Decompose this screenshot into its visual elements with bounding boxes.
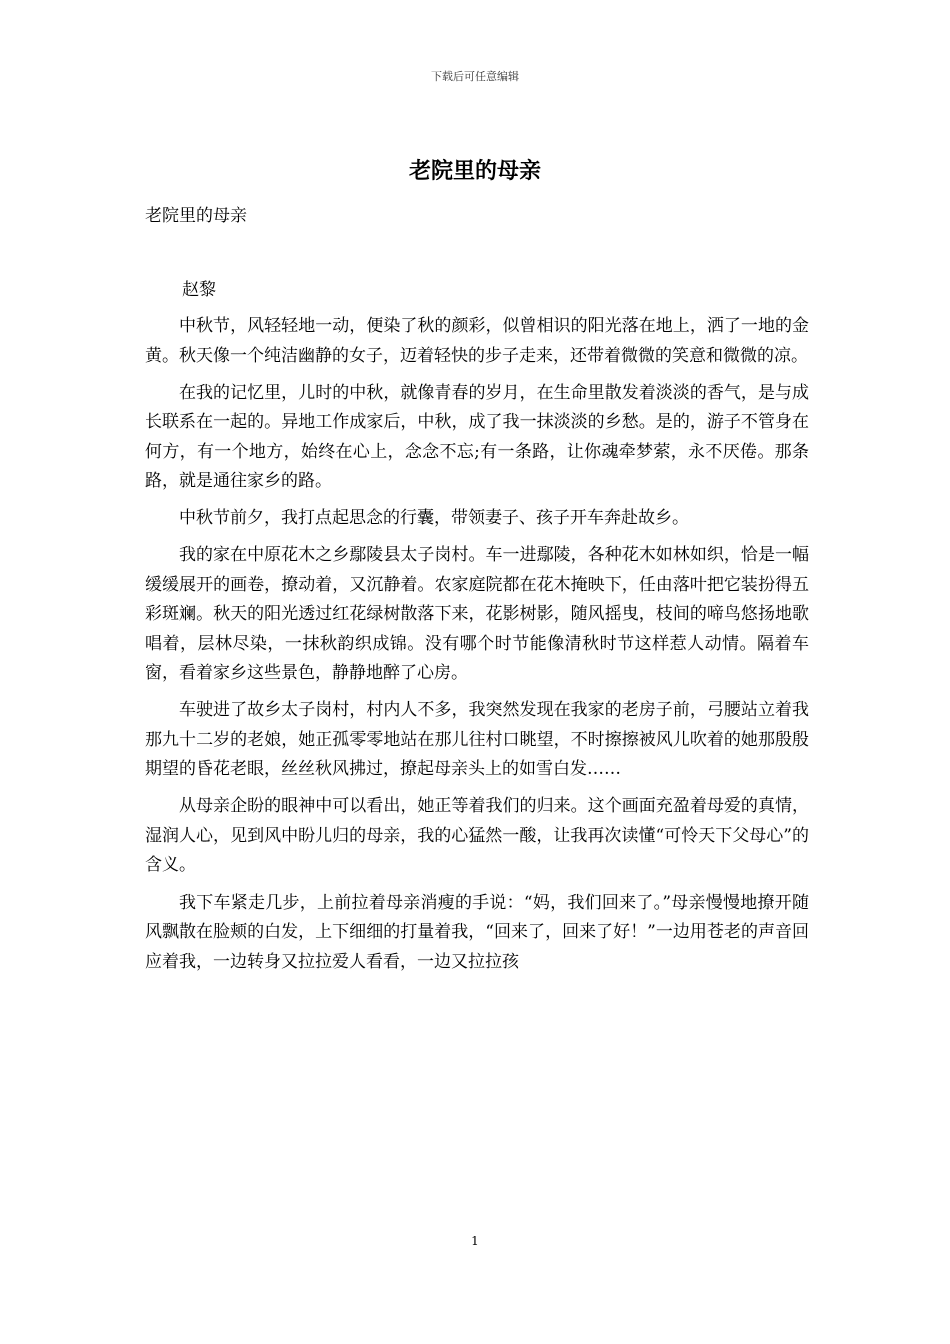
paragraph: 车驶进了故乡太子岗村，村内人不多，我突然发现在我家的老房子前，弓腰站立着我那九十二岁的老娘，她正孤零零地站在那儿往村口眺望，不时擦擦被风儿吹着的她那殷殷期望的昏花老眼，丝丝秋风拂过，撩起母亲头上的如雪白发…… xyxy=(145,700,809,780)
paragraph: 中秋节前夕，我打点起思念的行囊，带领妻子、孩子开车奔赴故乡。 xyxy=(179,508,689,529)
document-title: 老院里的母亲 xyxy=(408,158,541,184)
paragraph: 我的家在中原花木之乡鄢陵县太子岗村。车一进鄢陵，各种花木如林如织，恰是一幅缓缓展开的画卷，撩动着，又沉静着。农家庭院都在花木掩映下，任由落叶把它装扮得五彩斑斓。秋天的阳光透过红花绿树散落下来，花影树影，随风摇曳，枝间的啼鸟悠扬地歌唱着，层林尽染，一抹秋韵织成锦。没有哪个时节能像清秋时节这样惹人动情。隔着车窗，看着家乡这些景色，静静地醉了心房。 xyxy=(145,545,809,684)
document-subtitle: 老院里的母亲 xyxy=(145,206,247,226)
header-note: 下载后可任意编辑 xyxy=(431,70,519,83)
page-number: 1 xyxy=(471,1234,479,1248)
paragraph: 在我的记忆里，儿时的中秋，就像青春的岁月，在生命里散发着淡淡的香气，是与成长联系在一起的。异地工作成家后，中秋，成了我一抹淡淡的乡愁。是的，游子不管身在何方，有一个地方，始终在心上，念念不忘;有一条路，让你魂牵梦萦，永不厌倦。那条路，就是通往家乡的路。 xyxy=(145,382,809,492)
paragraph: 从母亲企盼的眼神中可以看出，她正等着我们的归来。这个画面充盈着母爱的真情，湿润人心，见到风中盼儿归的母亲，我的心猛然一酸，让我再次读懂“可怜天下父母心”的含义。 xyxy=(145,796,809,876)
author-name: 赵黎 xyxy=(182,280,216,300)
article-body xyxy=(145,312,809,985)
paragraph: 中秋节，风轻轻地一动，便染了秋的颜彩，似曾相识的阳光落在地上，洒了一地的金黄。秋天像一个纯洁幽静的女子，迈着轻快的步子走来，还带着微微的笑意和微微的凉。 xyxy=(145,316,809,366)
paragraph: 我下车紧走几步，上前拉着母亲消瘦的手说：“妈，我们回来了。”母亲慢慢地撩开随风飘散在脸颊的白发，上下细细的打量着我，“回来了，回来了好！”一边用苍老的声音回应着我，一边转身又拉拉爱人看看，一边又拉拉孩 xyxy=(145,892,809,972)
